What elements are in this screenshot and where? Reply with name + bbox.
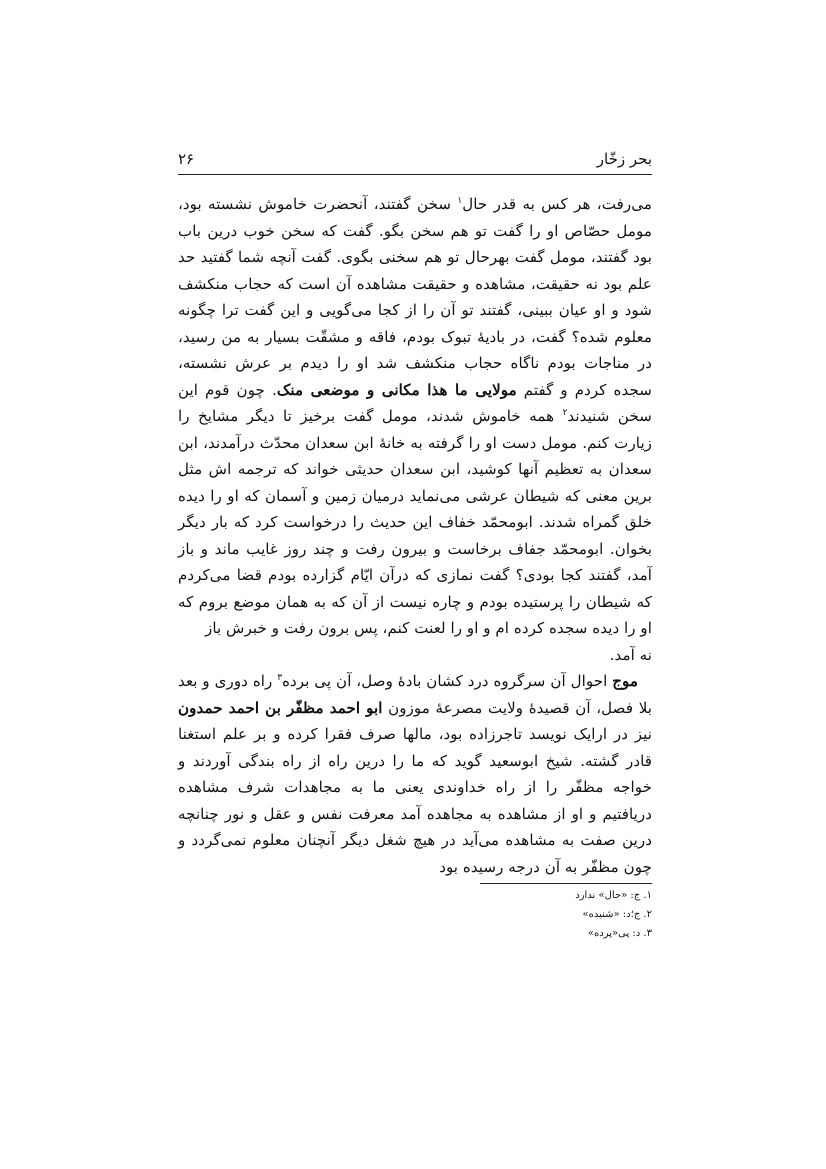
paragraph-2-text-c: نیز در ارایک نویسد تاجرزاده بود، مالها صرف فقرا کرده و بر علم استغنا قادر گشته. شیخ ابوسعید گوید که ما را درین راه از راه بندگی آوردند و خواجه مظفّر را از راه خداوندی یعنی ما به مجاهدات شرف مشاهده دریافتیم و او از مشاهده به مجاهده آمد معرفت نفس و عقل و نور چنانچه درین صفت به مشاهده می‌آید در هیچ شغل دیگر آنچنان معلوم نمی‌گردد و چون مظفّر به آن درجه رسیده بود	[178, 725, 652, 876]
paragraph-1-text-d: همه خاموش شدند، مومل گفت برخیز تا دیگر مشایخ را زیارت کنم. مومل دست او را گرفته به خانهٔ ابن سعدان محدّث درآمدند، ابن سعدان به تعظیم آنها کوشید، ابن سعدان حدیثی خواند که ترجمه اش مثل برین معنی که شیطان عرشی می‌نماید درمیان زمین و آسمان که او را دیده خلق گمراه شدند. ابومحمّد خفاف این حدیث را درخواست کرد که بار دیگر بخوان. ابومحمّد جفاف برخاست و بیرون رفت و چند روز غایب ماند و باز آمد، گفتند کجا بودی؟ گفت نمازی که درآن ایّام گزارده بودم قضا می‌کردم که شیطان را پرستیده بودم و چاره نیست از آن که به همان موضع بروم که او را دیده سجده کرده ام و او را لعنت کنم، پس برون رفت و خبرش باز	[178, 407, 652, 637]
footnotes	[480, 886, 652, 943]
paragraph-2-text-a: احوال آن سرگروه درد کشان بادهٔ وصل، آن پی برده	[282, 672, 613, 690]
footnote-1-mark: ۱	[457, 195, 463, 206]
person-name: ابو احمد مظفّر بن احمد حمدون	[178, 698, 383, 717]
page-header	[178, 147, 652, 173]
paragraph-1-text-a: می‌رفت، هر کس به قدر حال	[462, 195, 653, 213]
footnote-2-mark: ۲	[562, 407, 568, 418]
section-label-mouj: موج	[612, 672, 638, 690]
footnote-1: ۱. ج: «حال» ندارد	[575, 890, 652, 901]
paragraph-2	[178, 668, 652, 880]
page-number: ۲۶	[178, 150, 195, 168]
footnote-3-mark: ۳	[277, 672, 283, 683]
footnote-2: ۲. ج؛د: «شنیده»	[582, 909, 652, 920]
footnote-divider	[480, 883, 652, 884]
footnote-3: ۳. د: پی«پرده»	[587, 928, 652, 939]
paragraph-1-last-line: نه آمد.	[609, 645, 652, 664]
paragraph-1-text-c: . چون قوم این سخن شنیدند	[178, 380, 652, 425]
main-text	[178, 191, 652, 880]
book-title: بحر زخّار	[596, 150, 652, 168]
paragraph-1-text-b: سخن گفتند، آنحضرت خاموش نشسته بود، مومل حصّاص او را گفت تو هم سخن بگو. گفت که سخن خوب درین باب بود گفتند، مومل گفت بهرحال تو هم سخنی بگوی. گفت آنچه شما گفتید حد علم بود نه حقیقت، مشاهده و حقیقت مشاهده آن است که حجاب منکشف شود و او عیان ببینی، گفتند تو آن را از کجا می‌گویی و این گفت ترا چگونه معلوم شده؟ گفت، در بادیهٔ تبوک بودم، فاقه و مشقّت بسیار به من رسید، در مناجات بودم ناگاه حجاب منکشف شد او را دیدم بر عرش نشسته، سجده کردم و گفتم	[178, 195, 653, 399]
paragraph-1	[178, 191, 652, 642]
header-divider	[178, 174, 652, 175]
paragraph-2-text-b: راه دوری و بعد بلا فصل، آن قصیدهٔ ولایت مصرعهٔ موزون	[178, 672, 653, 717]
arabic-quote: مولایی ما هذا مکانی و موضعی منک	[276, 380, 517, 399]
